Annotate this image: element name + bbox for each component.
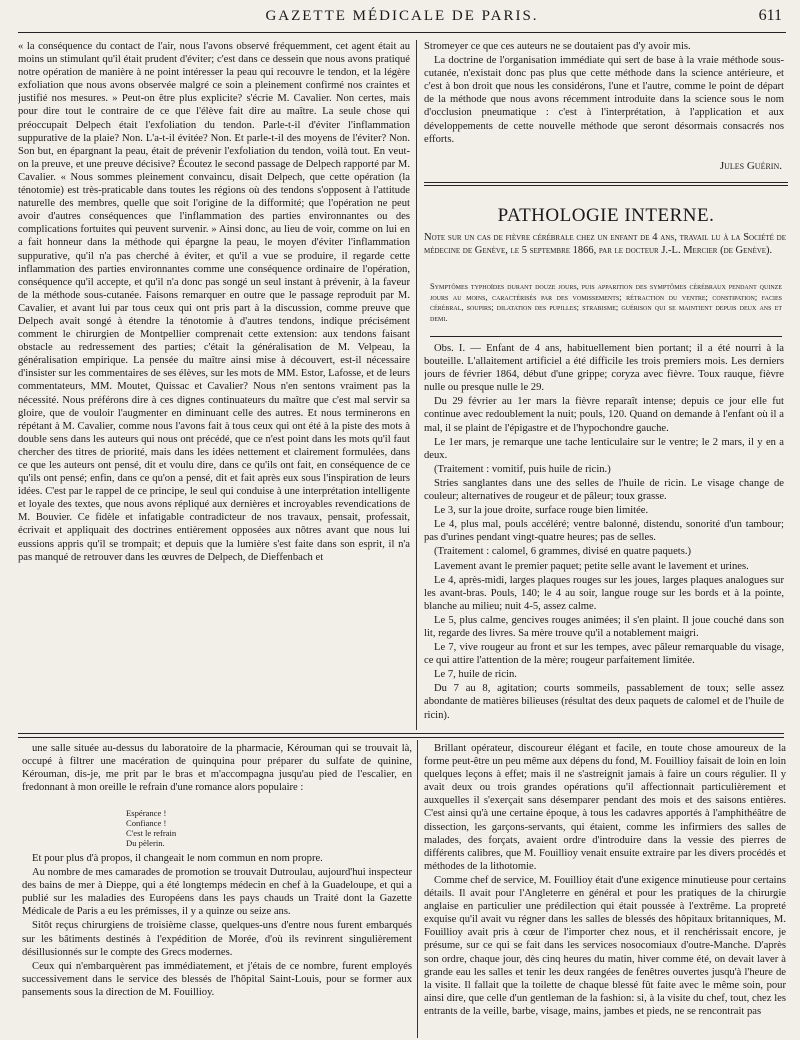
paragraph: « la conséquence du contact de l'air, nous l'avons observé fréquemment, cet agent était au moins un stimulant qu'il était prudent d'éviter; c'est dans ce dessein que nous avons pratiqué notre opération de manière à ne point intéresser la peau qui recouvre le tendon, et la légère exfoliation que nous avons observée malgré ce soin a pleinement confirmé nos craintes et justifié nos mesures. » Peut-on être plus explicite? s'écrie M. Cavalier. Non certes, mais pour dire tout le contraire de ce que l'élève fait dire au maître. La seule chose qui préoccupait Delpech était l'exfoliation du tendon. Parle-t-il d'éviter l'inflammation suppurative de la plaie? Non. L'a-t-il évitée? Non. Et parle-t-il des moyens de l'éviter? Non. Son but, en épargnant la peau, était de prévenir l'exfoliation du tendon, voilà tout. En veut-on la preuve, et une preuve décisive? Écoutez le second passage de Delpech rapporté par M. Cavalier. « Nous sommes pleinement convaincu, disait Delpech, que cette opération (la ténotomie) est très-praticable dans toutes les régions où des tendons s'opposent à l'attitude naturelle des membres, quelle que soit l'origine de la difformité; que l'opération ne peut avoir d'autres conséquences que l'inflammation des parties environnantes ou des complications fortuites qui peuvent survenir. » Ainsi donc, au lieu de voir, comme on lui en a fait honneur dans la méthode qui épargne la peau, le moyen d'éviter l'inflammation suppurative, qu'il n'a pas cherché à éviter, et qu'il a vue se produire, il regarde cette inflammation des parties environnantes comme une conséquence ordinaire de l'opération, conséquence qu'il accepte, et qu'il n'a donc pas songé un seul instant à prévenir, à la faveur de la méthode sous-cutanée. Faisons remarquer en outre que le passage reproduit par M. Cavalier, et avant lui par tous ceux qui ont pris part à la discussion, comme preuve que Delpech avait songé à étendre la ténotomie à d'autres tendons, indique précisément comment le chirurgien de Montpellier comprenait cette extension: aux tendons faisant obstacle au redressement des parties; c'était la généralisation de M. Velpeau, la généralisation empirique. La pensée du maître ainsi mise à découvert, est-il nécessaire d'insister sur les commentaires de ses élèves, sur les mots de MM. Estor, Lafosse, et de leurs commentateurs, MM. Moutet, Quissac et Cavalier? Nous n'en sentons vraiment pas la nécessité. Nous préférons dire à ces dignes continuateurs du maître que c'est mal servir sa gloire, que de vouloir l'augmenter en diminuant celle des autres. Et nous terminerons en répétant à M. Cavalier, comme nous l'avons fait à tous ceux qui ont été à la piste des mots à double sens dans les auteurs qui nous ont précédé, que ce n'est point dans les mots qu'il faut chercher des titres de priorité, mais dans les idées nettement et clairement formulées, dans ce que les auteurs ont pensé, dit et voulu dire, dans ce qu'ils ont fait, en conséquence de ce qu'ils ont pensé; enfin, dans ce qu'on a pensé, dit et fait après eux sous l'inspiration de leurs idées. C'est par le rappel de ce principe, le seul qui conduise à une interprétation intelligente et loyale des textes, que nous avons répliqué aux dernières et incroyables revendications de M. Bouvier. Ce fidèle et infatigable contradicteur de nos travaux, pensait, professait, écrivait et appliquait des doctrines entièrement opposées aux nôtres avant que nous lui eussions appris qu'il se trompait; et depuis que la lumière s'est faite dans son esprit, il n'a pas manqué de retrouver dans les œuvres de Delpech, de Dieffenbach et <box>18 41 410 563</box>
paragraph: Du 29 février au 1er mars la fièvre reparaît intense; depuis ce jour elle fut continue avec redoublement la nuit; pouls, 120. Quand on demande à l'enfant où il a mal, il se plaint de l'épigastre et de l'hypochondre gauche. <box>424 396 784 434</box>
paragraph: Le 3, sur la joue droite, surface rouge bien limitée. <box>434 505 649 517</box>
paragraph: Et pour plus d'à propos, il changeait le nom commun en nom propre. <box>32 853 323 864</box>
feuilleton-right <box>424 742 786 1038</box>
paragraph: Ceux qui n'embarquèrent pas immédiatement, et j'étais de ce nombre, furent employés successivement dans le service des blessés de l'hôpital Saint-Louis, pour se former aux pansements sous la direction de M. Fouillioy. <box>22 960 412 998</box>
paragraph: Le 1er mars, je remarque une tache lenticulaire sur le ventre; le 2 mars, il y en a deux. <box>424 436 784 461</box>
verse-line: Confiance ! <box>126 818 167 828</box>
paragraph: (Traitement : vomitif, puis huile de ricin.) <box>434 463 611 475</box>
right-column-top <box>424 40 784 158</box>
section-title: PATHOLOGIE INTERNE. <box>497 205 715 226</box>
observation-text <box>424 342 784 730</box>
paragraph: Le 4, plus mal, pouls accéléré; ventre balonné, distendu, sonorité d'un tambour; pas d'urines pendant vingt-quatre heures; pas de selles. <box>424 519 784 544</box>
section-rule <box>424 182 788 183</box>
feuilleton-left-a <box>22 742 412 808</box>
paragraph: Le 4, après-midi, larges plaques rouges sur les joues, larges plaques analogues sur les avant-bras. Pouls, 140; le 4 au soir, langue rouge sur les bords et à la pointe, blanche au milieu; nuit 4-5, assez calme. <box>424 574 784 612</box>
article-summary: Symptômes typhoïdes durant douze jours, puis apparition des symptômes cérébraux pendant quinze jours au moins, caractérisés par des vomissements; rétraction du ventre; constipation; facies cérébral, soupirs; dilatation des pupilles; strabisme; guérison qui se maintient depuis deux ans et demi. <box>430 282 782 323</box>
paragraph: Le 7, vive rougeur au front et sur les tempes, avec pâleur remarquable du visage, ce qui attire l'attention de la mère; rougeur parfaitement limitée. <box>424 642 784 667</box>
feuilleton-left-b <box>22 852 412 1038</box>
paragraph: Obs. I. — Enfant de 4 ans, habituellement bien portant; il a été nourri à la bouteille. L'allaitement artificiel a été difficile les trois premiers mois. Les derniers jours de février 1864, début d'une grippe; coryza avec fièvre. Toux rauque, fièvre nulle ou presque nulle le 29. <box>424 343 784 394</box>
summary-rule <box>430 336 782 337</box>
paragraph: Lavement avant le premier paquet; petite selle avant le lavement et urines. <box>434 560 749 572</box>
page-number: 611 <box>758 7 782 24</box>
feuilleton-rule <box>18 733 784 738</box>
paragraph: Stromeyer ce que ces auteurs ne se doutaient pas d'y avoir mis. <box>424 41 691 52</box>
paragraph: Au nombre de mes camarades de promotion se trouvait Dutroulau, aujourd'hui inspecteur des bains de mer à Dieppe, qui a été longtemps médecin en chef à la Guadeloupe, et qui a publié sur les maladies des Européens dans les pays chauds un Traité dont la Gazette Médicale de Paris a eu les prémisses, il y a quinze ou seize ans. <box>22 867 412 918</box>
section-rule <box>424 185 788 186</box>
paragraph: une salle située au-dessus du laboratoire de la pharmacie, Kérouman qui se trouvait là, occupé à filtrer une macération de quinquina pour préparer du sulfate de quinine, Kérouman, dis-je, me prit par le bras et m'accompagna jusqu'au pied de l'escalier, en fredonnant à mon oreille le refrain d'une romance alors populaire : <box>22 743 412 794</box>
verse-line: C'est le refrain <box>126 828 177 838</box>
column-rule <box>416 40 417 730</box>
paragraph: Sitôt reçus chirurgiens de troisième classe, quelques-uns d'entre nous furent embarqués sur les bâtiments destinés à l'expédition de Morée, d'où ils revinrent singulièrement désillusionnés sur le compte des Grecs modernes. <box>22 920 412 958</box>
paragraph: Du 7 au 8, agitation; courts sommeils, passablement de toux; selle assez abondante de matières bilieuses (résultat des deux paquets de calomel et de l'huile de ricin). <box>424 683 784 721</box>
paragraph: Stries sanglantes dans une des selles de l'huile de ricin. Le visage change de couleur; alternatives de rougeur et de pâleur; toux grasse. <box>424 477 784 503</box>
paragraph: Le 7, huile de ricin. <box>434 669 517 681</box>
paragraph: La doctrine de l'organisation immédiate qui sert de base à la vraie méthode sous-cutanée, n'existait donc pas plus que cette méthode dans la science antérieure, et c'est à bon droit que nous les considérons, l'une et l'autre, comme le point de départ de la méthode que nous avons récemment introduite dans la science sous le nom d'occlusion pneumatique : c'est à l'interprétation, à l'application et aux développements de cette nouvelle méthode que seront désormais consacrés nos efforts. <box>424 55 784 145</box>
author-signature: Jules Guérin. <box>719 160 782 172</box>
verse-line: Espérance ! <box>126 808 167 818</box>
paragraph: Le 5, plus calme, gencives rouges animées; il s'en plaint. Il joue couché dans son lit, regarde des livres. Sa mère trouve qu'il a notablement maigri. <box>424 614 784 639</box>
song-refrain <box>126 808 176 848</box>
journal-title: GAZETTE MÉDICALE DE PARIS. <box>265 8 539 24</box>
column-rule <box>417 740 418 1038</box>
article-title: Note sur un cas de fièvre cérébrale chez un enfant de 4 ans, travail lu à la Société de médecine de Genève, le 5 septembre 1866, par le docteur J.-L. Mercier (de Genève). <box>424 232 786 256</box>
paragraph: Comme chef de service, M. Fouillioy était d'une exigence minutieuse pour certains détails. Il avait pour l'Angleterre en général et pour les pratiques de la chirurgie anglaise en particulier une prédilection qui était poussée à l'extrême. La propreté exquise qu'il avait vu régner dans les salles de blessés des hôpitaux britanniques, M. Fouillioy avait pris à cœur de l'importer chez nous, et il renchérissait encore, je présume, sur ce qui se fait dans les services nosocomiaux d'outre-Manche. D'après son ordre, chaque jour, dès cinq heures du matin, hiver comme été, on devait laver à grande eau les salles et tenir les deux rangées de fenêtres ouvertes jusqu'à l'heure de la visite. Il fallait que la toilette de chaque blessé fût faite avec le même soin, pour ainsi dire, que celle d'un gentleman de la fashion: si, à la visite du chef, tout, chez les entrants de la veille, barbe, visage, mains, jambes et pieds, ne se rencontrait pas <box>424 874 786 1017</box>
verse-line: Du pèlerin. <box>126 838 165 848</box>
left-column-top <box>18 40 410 730</box>
paragraph: Brillant opérateur, discoureur élégant et facile, en toute chose amoureux de la forme peut-être un peu même aux dépens du fond, M. Fouillioy faisait de loin en loin quelques leçons à effet; mais il ne s'astreignit jamais à faire un cours régulier. Il y avait deux ou trois grandes opérations qu'il affectionnait particulièrement et auxquelles il s'exerçait sans désemparer pendant des mois et des saisons entières. C'est ainsi qu'à une certaine époque, à tous les cadavres apportés à l'amphithéâtre de dissection, les garçons-servants, qui étaient, comme les infirmiers des salles de malades, des forçats, avaient ordre d'introduire dans la vessie des pierres de différents calibres, que M. Fouillioy venait ensuite extraire par les divers procédés et méthodes de la lithotomie. <box>424 743 786 872</box>
paragraph: (Traitement : calomel, 6 grammes, divisé en quatre paquets.) <box>434 546 692 558</box>
page-header <box>18 2 786 33</box>
